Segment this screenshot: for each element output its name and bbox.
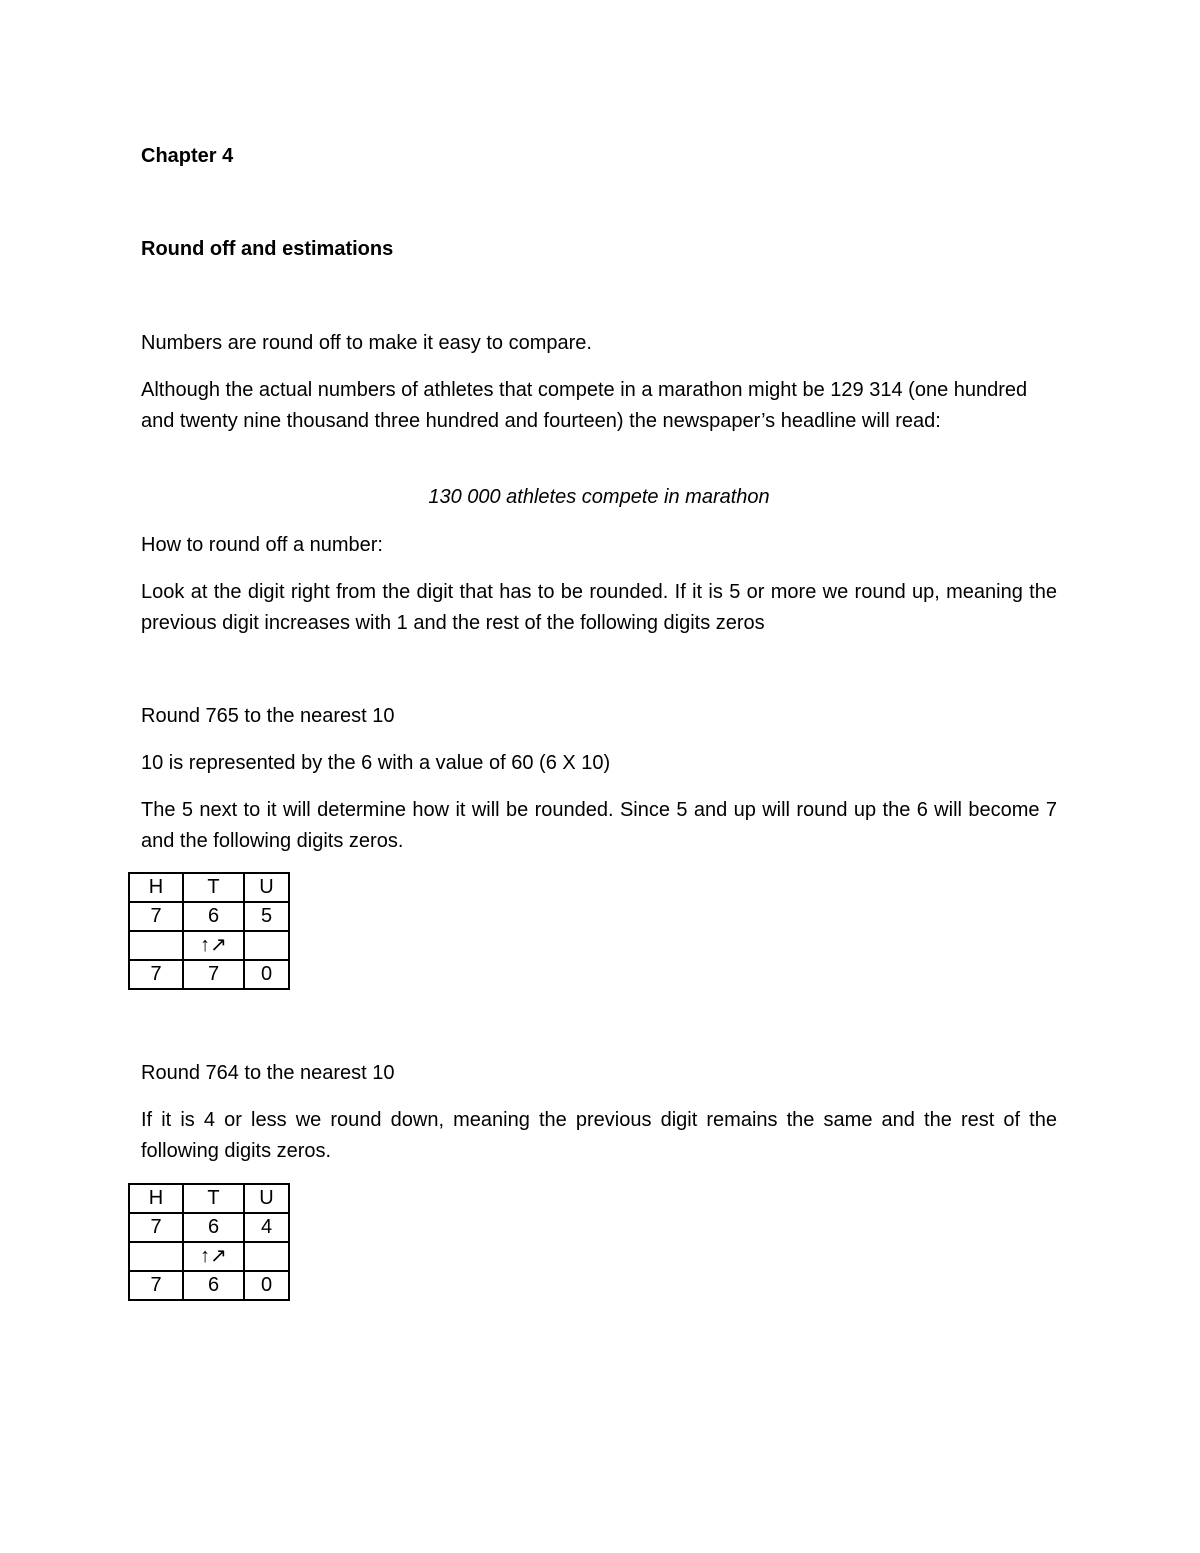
table-row — [129, 960, 289, 989]
table-row — [129, 1271, 289, 1300]
table-row — [129, 1242, 289, 1271]
cell-units: 0 — [244, 1271, 289, 1300]
example1-heading: Round 765 to the nearest 10 — [141, 705, 395, 727]
cell-hundreds — [129, 931, 183, 960]
cell-units — [244, 931, 289, 960]
place-value-table-2 — [128, 1183, 290, 1301]
header-tens: T — [183, 1184, 244, 1213]
cell-hundreds: 7 — [129, 902, 183, 931]
header-units: U — [244, 1184, 289, 1213]
table-row — [129, 1213, 289, 1242]
table-row — [129, 931, 289, 960]
table-header-row — [129, 873, 289, 902]
cell-units: 5 — [244, 902, 289, 931]
cell-units: 4 — [244, 1213, 289, 1242]
table-row — [129, 902, 289, 931]
place-value-table-1 — [128, 872, 290, 990]
round-down-rule: If it is 4 or less we round down, meaning the previous digit remains the same and the rest of the following digits zeros. — [141, 1109, 1057, 1162]
header-hundreds: H — [129, 873, 183, 902]
header-hundreds: H — [129, 1184, 183, 1213]
header-tens: T — [183, 873, 244, 902]
arrow-icon: ↑↗ — [183, 1242, 244, 1271]
cell-hundreds — [129, 1242, 183, 1271]
header-units: U — [244, 873, 289, 902]
cell-units: 0 — [244, 960, 289, 989]
section-title: Round off and estimations — [141, 238, 394, 260]
cell-tens: 6 — [183, 1213, 244, 1242]
cell-tens: 7 — [183, 960, 244, 989]
cell-hundreds: 7 — [129, 960, 183, 989]
intro-text: Numbers are round off to make it easy to compare. — [141, 332, 592, 354]
cell-hundreds: 7 — [129, 1213, 183, 1242]
round-up-rule: Look at the digit right from the digit that has to be rounded. If it is 5 or more we round up, meaning the previous digit increases with 1 and the rest of the following digits zeros — [141, 581, 1057, 634]
example2-heading: Round 764 to the nearest 10 — [141, 1062, 395, 1084]
table-header-row — [129, 1184, 289, 1213]
cell-tens: 6 — [183, 1271, 244, 1300]
headline-example: 130 000 athletes compete in marathon — [428, 486, 770, 508]
example1-explanation: 10 is represented by the 6 with a value of 60 (6 X 10) — [141, 752, 611, 774]
cell-tens: 6 — [183, 902, 244, 931]
chapter-heading: Chapter 4 — [141, 145, 234, 167]
example1-detail: The 5 next to it will determine how it will be rounded. Since 5 and up will round up the 6 will become 7 and the following digits zeros. — [141, 799, 1057, 852]
arrow-icon: ↑↗ — [183, 931, 244, 960]
cell-units — [244, 1242, 289, 1271]
cell-hundreds: 7 — [129, 1271, 183, 1300]
example-paragraph: Although the actual numbers of athletes that compete in a marathon might be 129 314 (one hundred and twenty nine thousand three hundred and fourteen) the newspaper’s headline will read: — [141, 379, 1028, 432]
how-to-heading: How to round off a number: — [141, 534, 383, 556]
